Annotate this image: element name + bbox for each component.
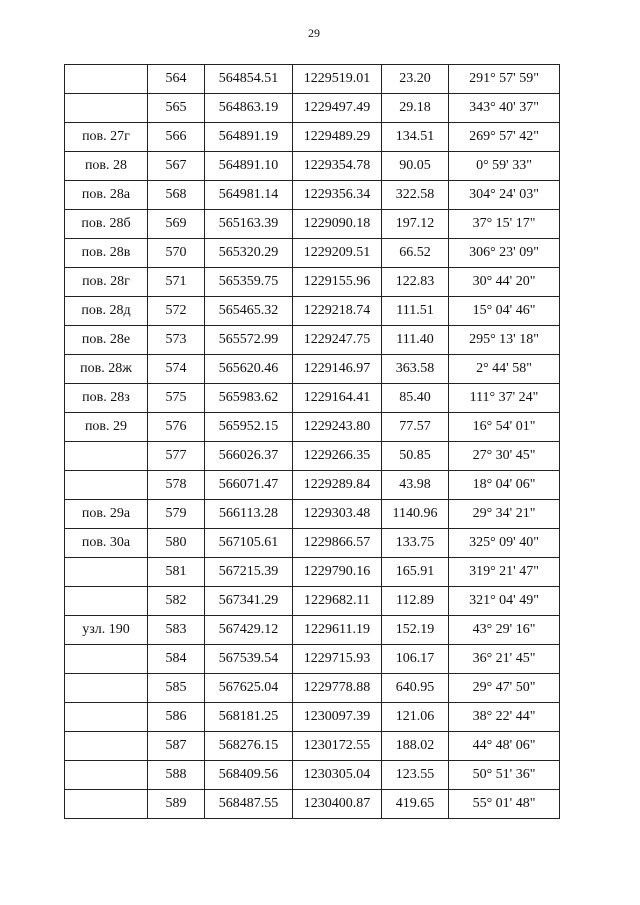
point-number-cell: 585 [148,674,205,703]
turn-point-label-cell: пов. 28в [65,239,148,268]
y-coordinate-cell: 1230400.87 [293,790,382,819]
y-coordinate-cell: 1230172.55 [293,732,382,761]
y-coordinate-cell: 1229778.88 [293,674,382,703]
x-coordinate-cell: 565983.62 [205,384,293,413]
segment-length-cell: 133.75 [382,529,449,558]
direction-angle-cell: 55° 01' 48" [449,790,560,819]
x-coordinate-cell: 566026.37 [205,442,293,471]
direction-angle-cell: 50° 51' 36" [449,761,560,790]
point-number-cell: 577 [148,442,205,471]
point-number-cell: 564 [148,65,205,94]
y-coordinate-cell: 1229682.11 [293,587,382,616]
turn-point-label-cell [65,471,148,500]
y-coordinate-cell: 1229303.48 [293,500,382,529]
y-coordinate-cell: 1229289.84 [293,471,382,500]
segment-length-cell: 197.12 [382,210,449,239]
y-coordinate-cell: 1230097.39 [293,703,382,732]
y-coordinate-cell: 1229497.49 [293,94,382,123]
point-number-cell: 579 [148,500,205,529]
segment-length-cell: 50.85 [382,442,449,471]
direction-angle-cell: 295° 13' 18" [449,326,560,355]
segment-length-cell: 134.51 [382,123,449,152]
segment-length-cell: 152.19 [382,616,449,645]
turn-point-label-cell: пов. 28б [65,210,148,239]
x-coordinate-cell: 565572.99 [205,326,293,355]
direction-angle-cell: 38° 22' 44" [449,703,560,732]
table-row [65,239,560,268]
coordinates-table [64,64,560,819]
x-coordinate-cell: 566113.28 [205,500,293,529]
point-number-cell: 580 [148,529,205,558]
turn-point-label-cell [65,703,148,732]
direction-angle-cell: 43° 29' 16" [449,616,560,645]
table-row [65,790,560,819]
table-row [65,500,560,529]
direction-angle-cell: 325° 09' 40" [449,529,560,558]
segment-length-cell: 29.18 [382,94,449,123]
turn-point-label-cell: пов. 28д [65,297,148,326]
direction-angle-cell: 304° 24' 03" [449,181,560,210]
point-number-cell: 583 [148,616,205,645]
x-coordinate-cell: 564854.51 [205,65,293,94]
table-row [65,355,560,384]
table-row [65,413,560,442]
x-coordinate-cell: 564981.14 [205,181,293,210]
segment-length-cell: 112.89 [382,587,449,616]
x-coordinate-cell: 567105.61 [205,529,293,558]
y-coordinate-cell: 1229356.34 [293,181,382,210]
table-row [65,181,560,210]
turn-point-label-cell: пов. 28г [65,268,148,297]
segment-length-cell: 419.65 [382,790,449,819]
x-coordinate-cell: 565465.32 [205,297,293,326]
turn-point-label-cell: пов. 29 [65,413,148,442]
turn-point-label-cell [65,674,148,703]
turn-point-label-cell [65,645,148,674]
turn-point-label-cell [65,94,148,123]
table-row [65,94,560,123]
y-coordinate-cell: 1229243.80 [293,413,382,442]
table-row [65,471,560,500]
y-coordinate-cell: 1229247.75 [293,326,382,355]
x-coordinate-cell: 565320.29 [205,239,293,268]
turn-point-label-cell [65,442,148,471]
turn-point-label-cell: пов. 28а [65,181,148,210]
point-number-cell: 586 [148,703,205,732]
table-row [65,587,560,616]
x-coordinate-cell: 565163.39 [205,210,293,239]
y-coordinate-cell: 1229715.93 [293,645,382,674]
direction-angle-cell: 111° 37' 24" [449,384,560,413]
direction-angle-cell: 16° 54' 01" [449,413,560,442]
segment-length-cell: 90.05 [382,152,449,181]
table-row [65,65,560,94]
segment-length-cell: 122.83 [382,268,449,297]
turn-point-label-cell [65,558,148,587]
direction-angle-cell: 29° 34' 21" [449,500,560,529]
turn-point-label-cell: узл. 190 [65,616,148,645]
x-coordinate-cell: 564891.19 [205,123,293,152]
segment-length-cell: 188.02 [382,732,449,761]
point-number-cell: 582 [148,587,205,616]
direction-angle-cell: 36° 21' 45" [449,645,560,674]
x-coordinate-cell: 567625.04 [205,674,293,703]
direction-angle-cell: 30° 44' 20" [449,268,560,297]
turn-point-label-cell: пов. 30а [65,529,148,558]
direction-angle-cell: 29° 47' 50" [449,674,560,703]
segment-length-cell: 77.57 [382,413,449,442]
segment-length-cell: 322.58 [382,181,449,210]
turn-point-label-cell: пов. 27г [65,123,148,152]
point-number-cell: 567 [148,152,205,181]
y-coordinate-cell: 1229090.18 [293,210,382,239]
x-coordinate-cell: 564891.10 [205,152,293,181]
direction-angle-cell: 291° 57' 59" [449,65,560,94]
point-number-cell: 581 [148,558,205,587]
turn-point-label-cell: пов. 28з [65,384,148,413]
segment-length-cell: 1140.96 [382,500,449,529]
x-coordinate-cell: 568409.56 [205,761,293,790]
segment-length-cell: 165.91 [382,558,449,587]
x-coordinate-cell: 565620.46 [205,355,293,384]
segment-length-cell: 111.51 [382,297,449,326]
x-coordinate-cell: 567215.39 [205,558,293,587]
table-row [65,210,560,239]
x-coordinate-cell: 565952.15 [205,413,293,442]
table-row [65,732,560,761]
point-number-cell: 574 [148,355,205,384]
point-number-cell: 588 [148,761,205,790]
y-coordinate-cell: 1229519.01 [293,65,382,94]
turn-point-label-cell: пов. 29а [65,500,148,529]
segment-length-cell: 111.40 [382,326,449,355]
x-coordinate-cell: 567539.54 [205,645,293,674]
y-coordinate-cell: 1229209.51 [293,239,382,268]
segment-length-cell: 66.52 [382,239,449,268]
point-number-cell: 589 [148,790,205,819]
point-number-cell: 573 [148,326,205,355]
table-row [65,123,560,152]
table-row [65,442,560,471]
table-row [65,558,560,587]
turn-point-label-cell [65,790,148,819]
turn-point-label-cell: пов. 28 [65,152,148,181]
segment-length-cell: 123.55 [382,761,449,790]
y-coordinate-cell: 1230305.04 [293,761,382,790]
turn-point-label-cell [65,761,148,790]
segment-length-cell: 43.98 [382,471,449,500]
point-number-cell: 568 [148,181,205,210]
x-coordinate-cell: 567429.12 [205,616,293,645]
turn-point-label-cell [65,732,148,761]
point-number-cell: 569 [148,210,205,239]
table-row [65,674,560,703]
direction-angle-cell: 27° 30' 45" [449,442,560,471]
segment-length-cell: 121.06 [382,703,449,732]
turn-point-label-cell [65,587,148,616]
y-coordinate-cell: 1229266.35 [293,442,382,471]
point-number-cell: 576 [148,413,205,442]
y-coordinate-cell: 1229354.78 [293,152,382,181]
y-coordinate-cell: 1229146.97 [293,355,382,384]
page-number: 29 [308,26,320,40]
table-row [65,384,560,413]
y-coordinate-cell: 1229218.74 [293,297,382,326]
table-row [65,152,560,181]
direction-angle-cell: 0° 59' 33" [449,152,560,181]
direction-angle-cell: 44° 48' 06" [449,732,560,761]
table-row [65,326,560,355]
table-row [65,297,560,326]
direction-angle-cell: 15° 04' 46" [449,297,560,326]
segment-length-cell: 23.20 [382,65,449,94]
y-coordinate-cell: 1229790.16 [293,558,382,587]
direction-angle-cell: 343° 40' 37" [449,94,560,123]
point-number-cell: 571 [148,268,205,297]
turn-point-label-cell: пов. 28е [65,326,148,355]
table-row [65,703,560,732]
point-number-cell: 587 [148,732,205,761]
table-row [65,268,560,297]
point-number-cell: 575 [148,384,205,413]
x-coordinate-cell: 567341.29 [205,587,293,616]
y-coordinate-cell: 1229489.29 [293,123,382,152]
direction-angle-cell: 37° 15' 17" [449,210,560,239]
segment-length-cell: 640.95 [382,674,449,703]
turn-point-label-cell: пов. 28ж [65,355,148,384]
x-coordinate-cell: 566071.47 [205,471,293,500]
coordinates-table-body [65,65,560,819]
x-coordinate-cell: 564863.19 [205,94,293,123]
segment-length-cell: 106.17 [382,645,449,674]
table-row [65,529,560,558]
y-coordinate-cell: 1229866.57 [293,529,382,558]
x-coordinate-cell: 568487.55 [205,790,293,819]
x-coordinate-cell: 568276.15 [205,732,293,761]
y-coordinate-cell: 1229155.96 [293,268,382,297]
direction-angle-cell: 319° 21' 47" [449,558,560,587]
direction-angle-cell: 2° 44' 58" [449,355,560,384]
direction-angle-cell: 321° 04' 49" [449,587,560,616]
direction-angle-cell: 18° 04' 06" [449,471,560,500]
point-number-cell: 570 [148,239,205,268]
turn-point-label-cell [65,65,148,94]
point-number-cell: 578 [148,471,205,500]
segment-length-cell: 85.40 [382,384,449,413]
table-row [65,761,560,790]
point-number-cell: 565 [148,94,205,123]
point-number-cell: 572 [148,297,205,326]
x-coordinate-cell: 568181.25 [205,703,293,732]
table-row [65,645,560,674]
y-coordinate-cell: 1229164.41 [293,384,382,413]
table-row [65,616,560,645]
x-coordinate-cell: 565359.75 [205,268,293,297]
direction-angle-cell: 306° 23' 09" [449,239,560,268]
y-coordinate-cell: 1229611.19 [293,616,382,645]
point-number-cell: 566 [148,123,205,152]
direction-angle-cell: 269° 57' 42" [449,123,560,152]
segment-length-cell: 363.58 [382,355,449,384]
point-number-cell: 584 [148,645,205,674]
